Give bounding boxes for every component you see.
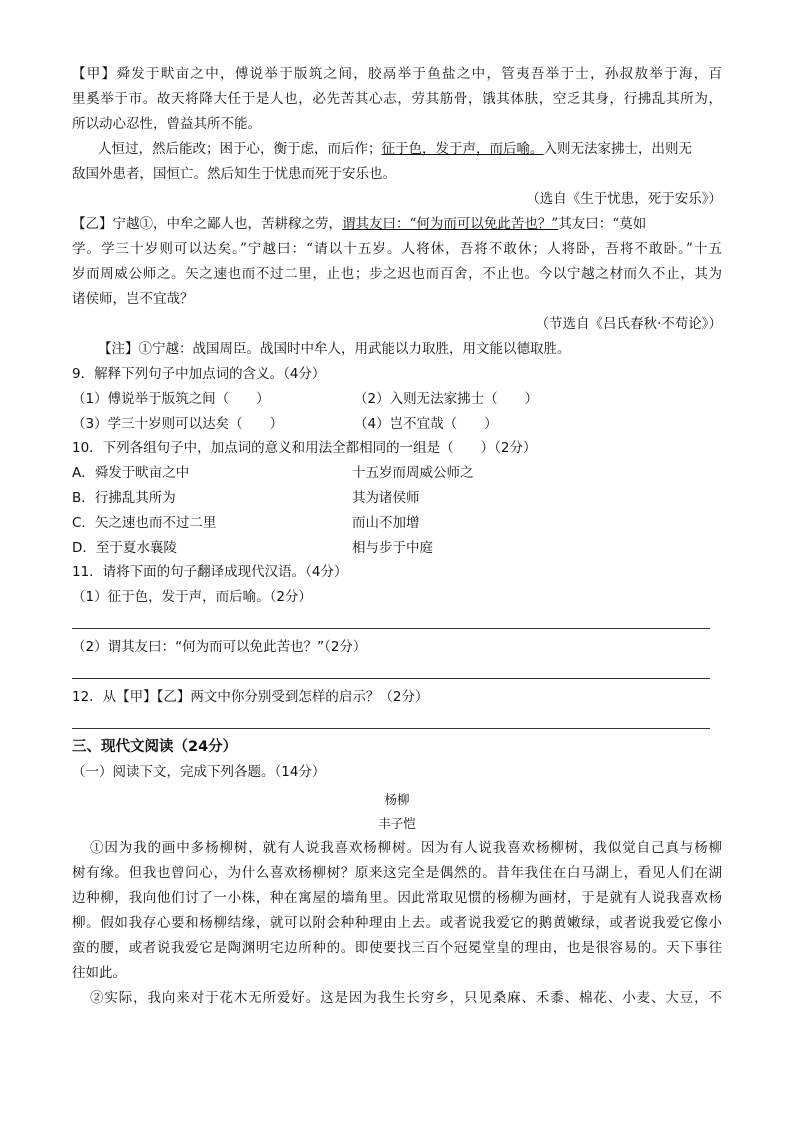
article-p1-line-5: 蛮的腰，或者说我爱它是陶渊明宅边所种的。即使要找三百个冠冕堂皇的理由，也是很容易的。天下事往 (72, 940, 722, 956)
answer-line-q11-1[interactable] (72, 628, 710, 629)
q10-option-a-left: A．舜发于畎亩之中 (72, 465, 190, 481)
answer-line-q11-2[interactable] (72, 678, 710, 679)
jia-line-2: 里奚举于市。故天将降大任于是人也，必先苦其心志，劳其筋骨，饿其体肤，空乏其身，行拂乱其所为， (72, 91, 722, 107)
yi-line-1 (72, 214, 722, 234)
q9-stem: 9．解释下列句子中加点词的含义。（4分） (72, 366, 326, 382)
yi-line-3: 岁而周威公师之。矢之速也而不过二里，止也；步之迟也而百舍，不止也。今以宁越之材而久不止，其为 (72, 266, 722, 282)
article-author: 丰子恺 (378, 816, 416, 831)
q9-row-2 (72, 414, 722, 434)
article-p1-line-3: 边种柳，我向他们讨了一小株，种在寓屋的墙角里。因此常取见惯的杨柳为画材，于是就有人说我喜欢杨 (72, 890, 722, 906)
q11-item-2: （2）谓其友曰：“何为而可以免此苦也？”（2分） (72, 639, 367, 655)
q10-option-b (72, 488, 722, 508)
article-p1-line-2: 树有缘。但我也曾问心，为什么喜欢杨柳树？原来这完全是偶然的。昔年我住在白马湖上，看见人们在湖 (72, 865, 722, 881)
q10-option-c (72, 513, 722, 533)
yi-note: 【注】①宁越：战国周臣。战国时中牟人，用武能以力取胜，用文能以德取胜。 (98, 341, 571, 357)
section-3-subtitle: （一）阅读下文，完成下列各题。（14分） (72, 764, 326, 780)
article-p1-line-1: ①因为我的画中多杨柳树，就有人说我喜欢杨柳树。因为有人说我喜欢杨柳树，我似觉自己真与杨柳 (90, 840, 722, 856)
yi-line-2: 学。学三十岁则可以达矣。”宁越曰：“请以十五岁。人将休，吾将不敢休；人将卧，吾将不敢卧。”十五 (72, 241, 722, 257)
yi-line-4: 诸侯师，岂不宜哉？ (72, 291, 194, 307)
jia-line-5: 敌国外患者，国恒亡。然后知生于忧患而死于安乐也。 (72, 166, 396, 182)
q10-option-a-right: 十五岁而周威公师之 (352, 465, 474, 481)
yi-line-1-text: 【乙】宁越①，中牟之鄙人也，苦耕稼之劳， (72, 216, 342, 232)
jia-underlined-sentence: 征于色，发于声，而后喻。 (381, 141, 544, 157)
q10-stem: 10．下列各组句子中，加点词的意义和用法全都相同的一组是（ ）（2分） (72, 440, 537, 456)
jia-line-1: 【甲】舜发于畎亩之中，傅说举于版筑之间，胶鬲举于鱼盐之中，管夷吾举于士，孙叔敖举于海，百 (72, 66, 722, 82)
q10-option-d (72, 538, 722, 558)
q10-option-b-right: 其为诸侯师 (352, 490, 420, 506)
q11-item-1: （1）征于色，发于声，而后喻。（2分） (72, 589, 312, 605)
q10-option-c-left: C．矢之速也而不过二里 (72, 515, 217, 531)
q9-item-1: （1）傅说举于版筑之间（ ） (72, 391, 270, 407)
q9-row-1 (72, 389, 722, 409)
q10-option-a (72, 463, 722, 483)
article-p1-line-6: 往如此。 (72, 965, 126, 981)
jia-line-4-text: 人恒过，然后能改；困于心，衡于虑，而后作； (98, 141, 382, 157)
q10-option-d-left: D．至于夏水襄陵 (72, 540, 177, 556)
q12-stem: 12．从【甲】【乙】两文中你分别受到怎样的启示？（2分） (72, 689, 429, 705)
jia-line-3: 所以动心忍性，曾益其所不能。 (72, 116, 261, 132)
q10-option-c-right: 而山不加增 (352, 515, 420, 531)
article-p1-line-4: 柳。假如我存心要和杨柳结缘，就可以附会种种理由上去。或者说我爱它的鹅黄嫩绿，或者说我爱它像小 (72, 915, 722, 931)
q10-option-b-left: B．行拂乱其所为 (72, 490, 176, 506)
yi-source: （节选自《吕氏春秋·不苟论》） (535, 316, 722, 332)
jia-line-4 (98, 139, 722, 159)
q10-option-d-right: 相与步于中庭 (352, 540, 433, 556)
section-3-title: 三、现代文阅读（24分） (72, 739, 238, 755)
jia-source: （选自《生于忧患，死于安乐》） (526, 191, 722, 207)
q9-item-3: （3）学三十岁则可以达矣（ ） (72, 416, 284, 432)
yi-underlined-sentence: 谓其友曰：“何为而可以免此苦也？” (342, 216, 559, 232)
jia-line-4-tail: 入则无法家拂士，出则无 (543, 141, 692, 157)
q9-item-2: （2）入则无法家拂士（ ） (354, 391, 539, 407)
q11-stem: 11．请将下面的句子翻译成现代汉语。（4分） (72, 564, 348, 580)
article-title: 杨柳 (384, 792, 410, 807)
article-p2-line-1: ②实际，我向来对于花木无所爱好。这是因为我生长穷乡，只见桑麻、禾黍、棉花、小麦、大豆，不 (90, 990, 722, 1006)
yi-line-1-tail: 其友曰：“莫如 (558, 216, 647, 232)
q9-item-4: （4）岂不宜哉（ ） (354, 416, 498, 432)
answer-line-q12[interactable] (72, 728, 710, 729)
